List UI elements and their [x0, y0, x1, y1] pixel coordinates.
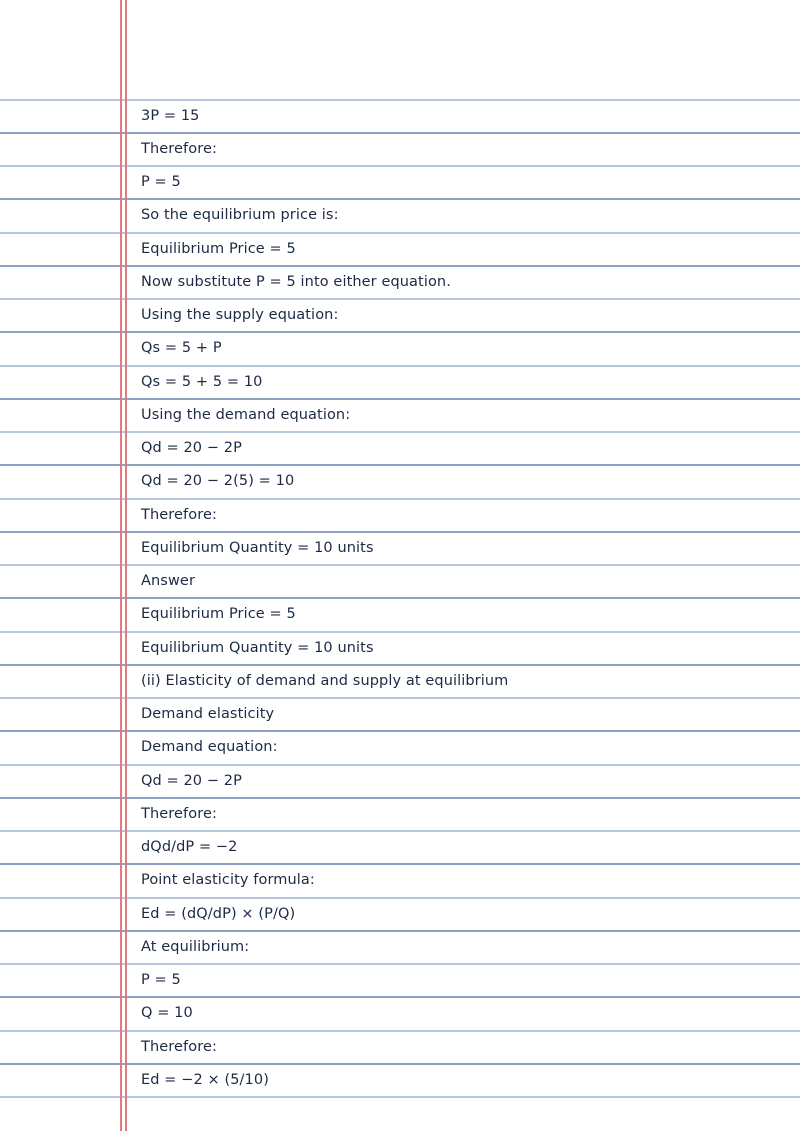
- note-line: Ed = −2 × (5/10): [141, 1072, 269, 1088]
- note-line: Ed = (dQ/dP) × (P/Q): [141, 906, 296, 922]
- note-line: Therefore:: [141, 1039, 217, 1055]
- note-line: Equilibrium Price = 5: [141, 606, 296, 622]
- note-line: Answer: [141, 573, 196, 589]
- note-line: Using the supply equation:: [141, 307, 339, 323]
- note-line: dQd/dP = −2: [141, 839, 238, 855]
- note-line: Q = 10: [141, 1005, 193, 1021]
- note-line: At equilibrium:: [141, 939, 250, 955]
- note-line: Now substitute P = 5 into either equation.: [141, 274, 451, 290]
- note-line: (ii) Elasticity of demand and supply at equilibrium: [141, 673, 509, 689]
- note-line: 3P = 15: [141, 108, 200, 124]
- note-line: Equilibrium Quantity = 10 units: [141, 540, 374, 556]
- note-line: Qd = 20 − 2P: [141, 773, 242, 789]
- note-line: Demand elasticity: [141, 706, 275, 722]
- note-line: Therefore:: [141, 507, 217, 523]
- note-line: Qd = 20 − 2(5) = 10: [141, 473, 295, 489]
- margin-line: [125, 0, 127, 1131]
- note-line: Point elasticity formula:: [141, 872, 315, 888]
- margin-line: [120, 0, 122, 1131]
- note-line: Using the demand equation:: [141, 407, 351, 423]
- note-line: Equilibrium Quantity = 10 units: [141, 640, 374, 656]
- note-line: So the equilibrium price is:: [141, 207, 339, 223]
- note-line: Equilibrium Price = 5: [141, 241, 296, 257]
- note-line: Demand equation:: [141, 739, 278, 755]
- note-line: Qs = 5 + 5 = 10: [141, 374, 263, 390]
- note-line: Therefore:: [141, 806, 217, 822]
- note-line: P = 5: [141, 972, 181, 988]
- note-line: P = 5: [141, 174, 181, 190]
- note-line: Qd = 20 − 2P: [141, 440, 242, 456]
- note-line: Qs = 5 + P: [141, 340, 222, 356]
- note-line: Therefore:: [141, 141, 217, 157]
